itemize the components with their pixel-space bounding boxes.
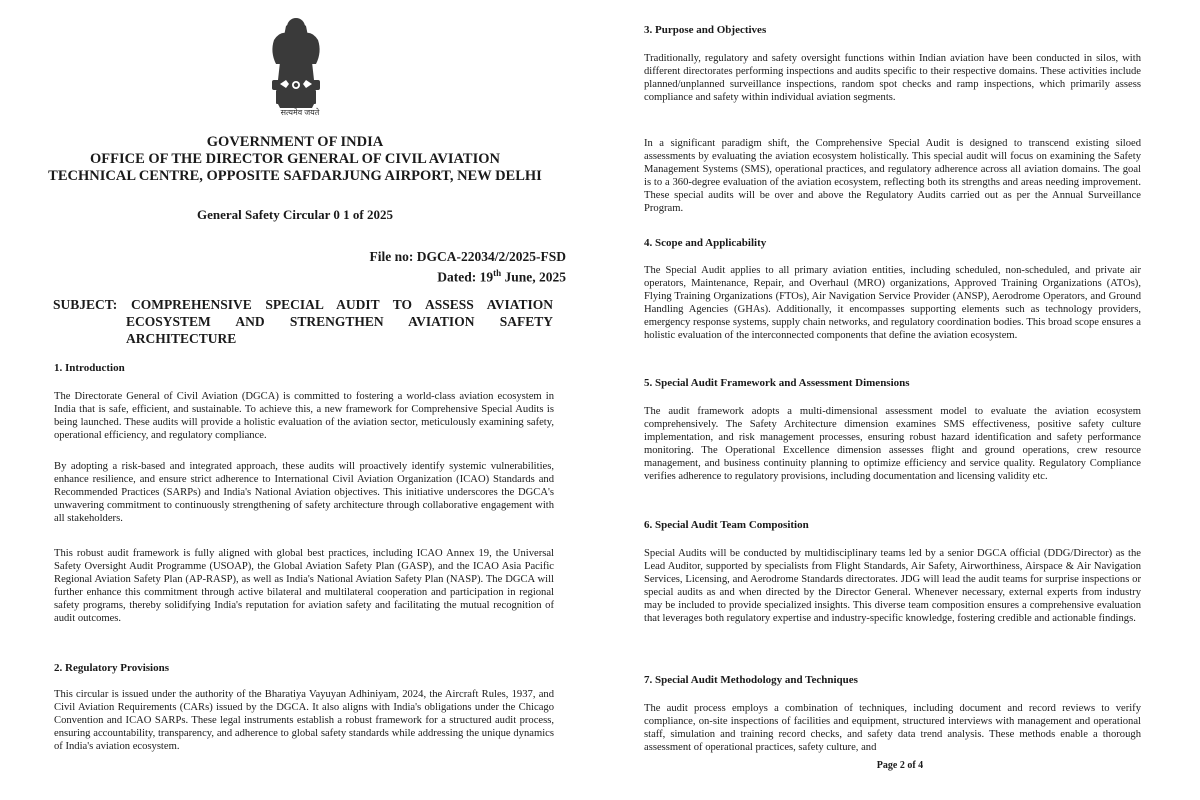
section-paragraph: By adopting a risk-based and integrated approach, these audits will proactively identify systemic vulnerabilities, enhance resilience, and ensure strict adherence to International Civil Aviation Organization (ICAO) Standards and Recommended Practices (SARPs) and India's National Aviation objectives. This initiative underscores the DGCA's unwavering commitment to continuously strengthening of safety architecture through collaborative engagement with all stakeholders.	[54, 461, 554, 525]
section-paragraph: The Special Audit applies to all primary aviation entities, including scheduled, non-scheduled, and private air operators, Maintenance, Repair, and Overhaul (MRO) organizations, Approved Training Organizations (ATOs), Flying Training Organizations (FTOs), Air Navigation Service Provider (ANSP), Aerodrome Operators, and Ground Handling Agencies (GHAs). Additionally, it encompasses supporting elements such as technology providers, emergency response systems, supply chain networks, and regulatory coordination bodies. This broad scope ensures a holistic evaluation of the interconnected components that define the aviation ecosystem.	[644, 265, 1141, 342]
subject-line-2: ECOSYSTEM AND STRENGTHEN AVIATION SAFETY	[126, 314, 553, 329]
section-paragraph: Special Audits will be conducted by multidisciplinary teams led by a senior DGCA official (DDG/Director) as the Lead Auditor, supported by specialists from Flight Standards, Air Safety, Airworthiness, Airspace & Air Navigation Services, Licensing, and Aerodrome Standards directorates. JDG will lead the audit teams for surprise inspections or special audits as and when directed by the Director General. Whenever necessary, external experts from industry may be included to provide specialized insights. This diverse team composition ensures a comprehensive evaluation that leverages both regulatory expertise and industry-specific knowledge, fostering credible and actionable findings.	[644, 548, 1141, 625]
section-paragraph: Traditionally, regulatory and safety oversight functions within Indian aviation have been conducted in silos, with different directorates performing inspections and audits specific to their respective domains. These activities include planned/unplanned surveillance inspections, random spot checks and ramp inspections, which primarily assess compliance and safety within individual aviation segments.	[644, 53, 1141, 104]
subject-line-1: SUBJECT: COMPREHENSIVE SPECIAL AUDIT TO ASSESS AVIATION	[53, 297, 553, 312]
header-line-3: TECHNICAL CENTRE, OPPOSITE SAFDARJUNG AIRPORT, NEW DELHI	[48, 168, 542, 184]
emblem-motto: सत्यमेव जयते	[280, 108, 320, 117]
header-line-2: OFFICE OF THE DIRECTOR GENERAL OF CIVIL AVIATION	[90, 151, 500, 167]
section-paragraph: This circular is issued under the authority of the Bharatiya Vayuyan Adhiniyam, 2024, the Aircraft Rules, 1937, and Civil Aviation Requirements (CARs) issued by the DGCA. It also aligns with India's obligations under the Chicago Convention and ICAO SARPs. These legal instruments establish a robust framework for a structured audit process, ensuring accountability, transparency, and adherence to global safety standards while addressing the unique dynamics of India's aviation ecosystem.	[54, 689, 554, 753]
section-paragraph: The audit framework adopts a multi-dimensional assessment model to evaluate the aviation ecosystem comprehensively. The Safety Architecture dimension examines SMS effectiveness, positive safety culture implementation, and risk management processes, ensuring robust hazard identification and safety performance monitoring. The Operational Excellence dimension assesses flight and ground operations, crew resource management, and business continuity planning to optimize efficiency and service quality. Regulatory Compliance verifies adherence to regulatory provisions, including documentation and licensing validity etc.	[644, 406, 1141, 483]
section-heading: 1. Introduction	[54, 362, 125, 374]
subject-line-3: ARCHITECTURE	[126, 331, 237, 346]
section-heading: 6. Special Audit Team Composition	[644, 519, 809, 531]
section-paragraph: The Directorate General of Civil Aviation (DGCA) is committed to fostering a world-class aviation ecosystem in India that is safe, efficient, and sustainable. To achieve this, a new framework for Comprehensive Special Audits is being launched. These audits will provide a holistic evaluation of the aviation sector, meticulously examining safety, operational efficiency, and regulatory compliance.	[54, 391, 554, 442]
page-2	[600, 0, 1200, 800]
section-paragraph: In a significant paradigm shift, the Comprehensive Special Audit is designed to transcend existing siloed assessments by evaluating the aviation ecosystem holistically. This special audit will focus on examining the Safety Management Systems (SMS), operational practices, and regulatory adherence across all aviation domains. The goal is to a 360-degree evaluation of the aviation ecosystem, reflecting both its strengths and areas needing improvement. These special audits will be over and above the Regulatory Audits carried out as per the Annual Surveillance Program.	[644, 138, 1141, 215]
header-line-1: GOVERNMENT OF INDIA	[206, 134, 384, 150]
section-heading: 5. Special Audit Framework and Assessment Dimensions	[644, 377, 910, 389]
section-heading: 4. Scope and Applicability	[644, 237, 767, 249]
section-heading: 2. Regulatory Provisions	[54, 662, 169, 674]
section-heading: 3. Purpose and Objectives	[644, 24, 767, 36]
page-number: Page 2 of 4	[876, 760, 924, 771]
section-paragraph: This robust audit framework is fully aligned with global best practices, including ICAO Annex 19, the Universal Safety Oversight Audit Programme (USOAP), the Global Aviation Safety Plan (GASP), and the ICAO Asia Pacific Regional Aviation Safety Plan (AP-RASP), as well as India's National Aviation Safety Plan (NASP). The DGCA will further enhance this commitment through active bilateral and multilateral cooperation and participation in regional safety programs, thereby solidifying India's reputation for aviation safety and facilitating the mutual recognition of audit outcomes.	[54, 548, 554, 625]
circular-title: General Safety Circular 0 1 of 2025	[197, 207, 393, 222]
section-heading: 7. Special Audit Methodology and Techniques	[644, 674, 858, 686]
file-number: File no: DGCA-22034/2/2025-FSD	[369, 249, 566, 264]
state-emblem-icon	[256, 14, 336, 116]
section-paragraph: The audit process employs a combination of techniques, including document and record reviews to verify compliance, on-site inspections of facilities and equipment, structured interviews with management and operational staff, simulation and training record checks, and safety data trend analysis. These methods enable a thorough assessment of operational practices, safety culture, and	[644, 703, 1141, 754]
dated: Dated: 19th June, 2025	[437, 268, 566, 285]
